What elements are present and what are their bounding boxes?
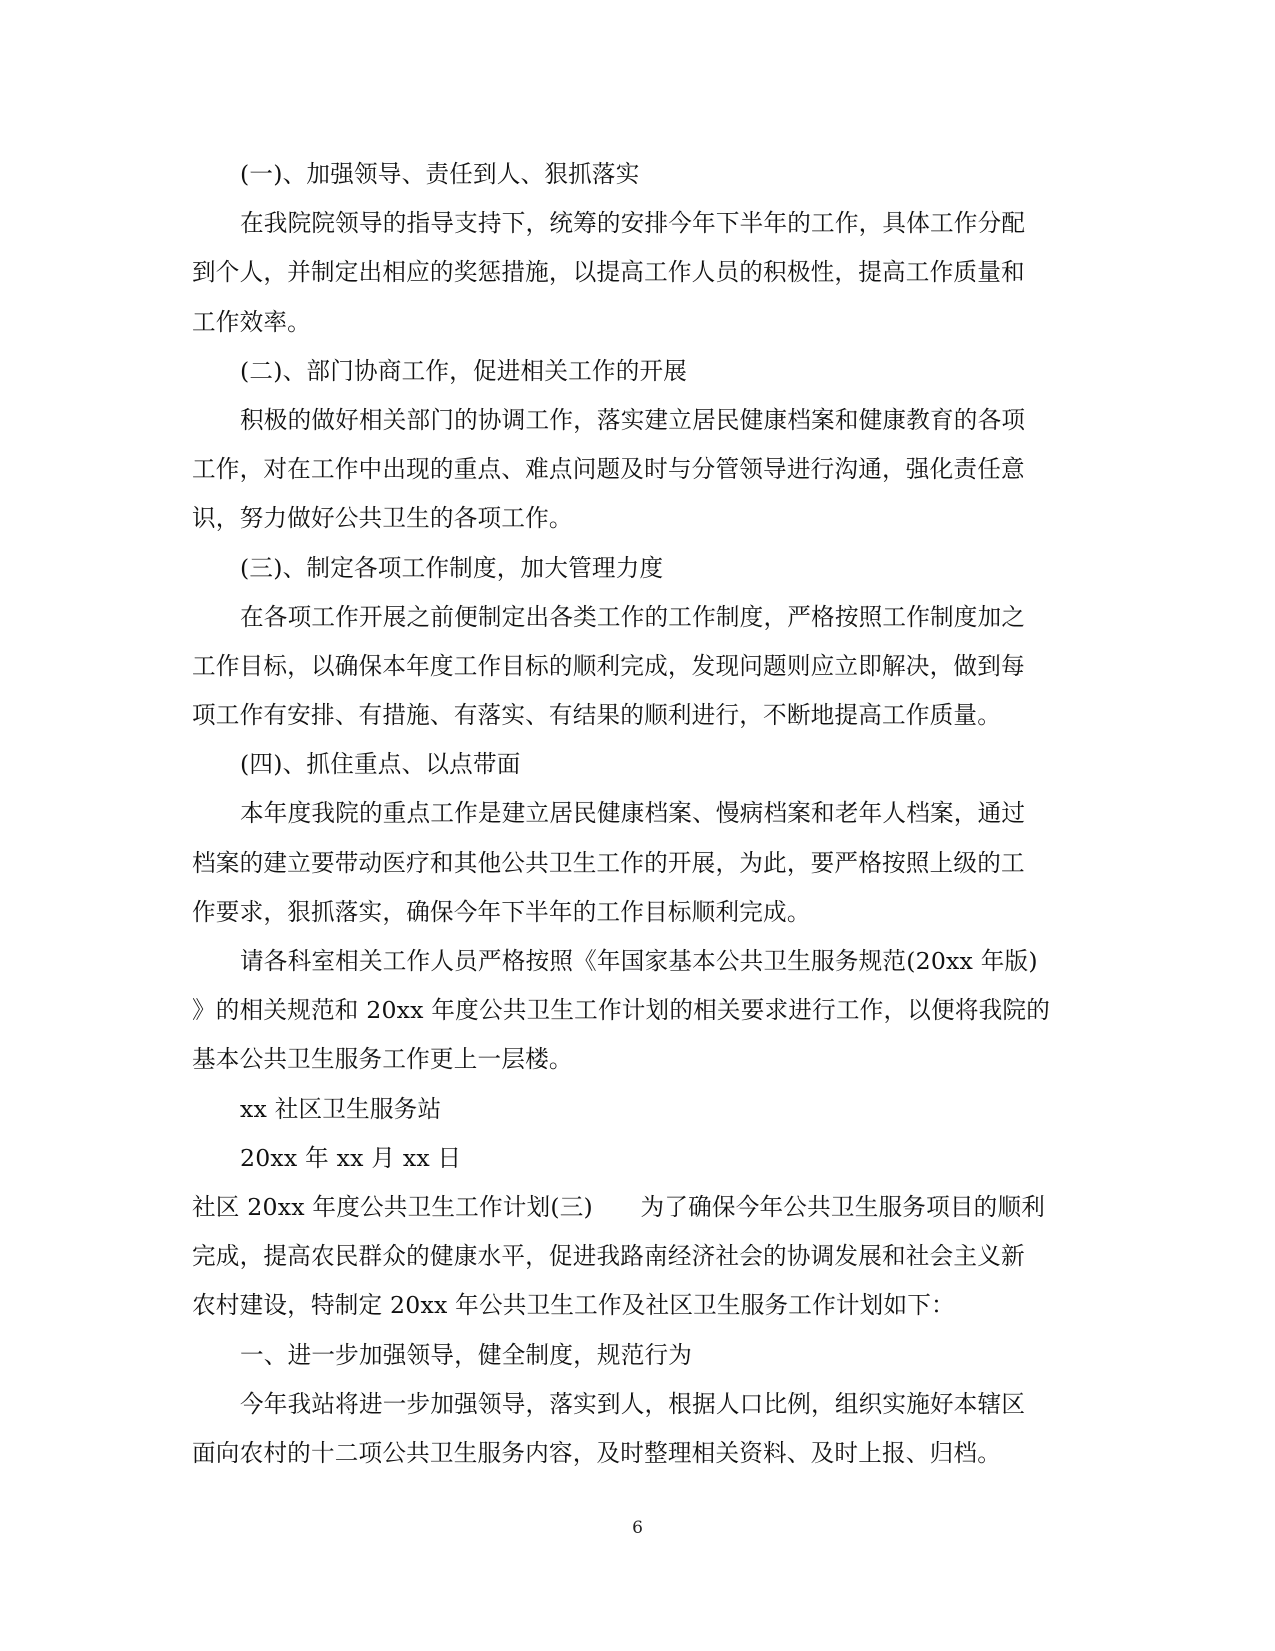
paragraph-line: 》的相关规范和 20xx 年度公共卫生工作计划的相关要求进行工作，以便将我院的 (192, 996, 1051, 1025)
paragraph-line: 完成，提高农民群众的健康水平，促进我路南经济社会的协调发展和社会主义新 (192, 1242, 1025, 1271)
paragraph-line: 积极的做好相关部门的协调工作，落实建立居民健康档案和健康教育的各项 (240, 405, 1026, 434)
paragraph-line: 工作目标，以确保本年度工作目标的顺利完成，发现问题则应立即解决，做到每 (192, 651, 1025, 680)
section-heading-2: (二)、部门协商工作，促进相关工作的开展 (240, 356, 688, 385)
paragraph-line: 项工作有安排、有措施、有落实、有结果的顺利进行，不断地提高工作质量。 (192, 701, 1001, 730)
paragraph-line: 在我院院领导的指导支持下，统筹的安排今年下半年的工作，具体工作分配 (240, 209, 1026, 238)
paragraph-line: 档案的建立要带动医疗和其他公共卫生工作的开展，为此，要严格按照上级的工 (192, 848, 1025, 877)
paragraph-line: 在各项工作开展之前便制定出各类工作的工作制度，严格按照工作制度加之 (240, 602, 1026, 631)
page-number: 6 (632, 1518, 643, 1538)
section-heading-3: (三)、制定各项工作制度，加大管理力度 (240, 553, 664, 582)
section-heading-4: (四)、抓住重点、以点带面 (240, 750, 521, 779)
paragraph-line: 工作效率。 (192, 307, 311, 336)
paragraph-line: 工作，对在工作中出现的重点、难点问题及时与分管领导进行沟通，强化责任意 (192, 455, 1025, 484)
paragraph-line: 面向农村的十二项公共卫生服务内容，及时整理相关资料、及时上报、归档。 (192, 1438, 1001, 1467)
paragraph-line: 本年度我院的重点工作是建立居民健康档案、慢病档案和老年人档案，通过 (240, 799, 1026, 828)
paragraph-line: 作要求，狠抓落实，确保今年下半年的工作目标顺利完成。 (192, 897, 811, 926)
section-title-line: 社区 20xx 年度公共卫生工作计划(三) 为了确保今年公共卫生服务项目的顺利 (192, 1192, 1046, 1221)
paragraph-line: 识，努力做好公共卫生的各项工作。 (192, 504, 573, 533)
document-body (192, 150, 1082, 1478)
section-heading-1: (一)、加强领导、责任到人、狠抓落实 (240, 160, 640, 188)
signature-date: 20xx 年 xx 月 xx 日 (240, 1143, 462, 1172)
paragraph-line: 到个人，并制定出相应的奖惩措施，以提高工作人员的积极性，提高工作质量和 (192, 258, 1025, 287)
paragraph-line: 今年我站将进一步加强领导，落实到人，根据人口比例，组织实施好本辖区 (240, 1389, 1026, 1418)
paragraph-line: 请各科室相关工作人员严格按照《年国家基本公共卫生服务规范(20xx 年版) (240, 947, 1038, 975)
section-heading-5: 一、进一步加强领导，健全制度，规范行为 (240, 1340, 693, 1369)
signature-organization: xx 社区卫生服务站 (240, 1094, 442, 1123)
paragraph-line: 基本公共卫生服务工作更上一层楼。 (192, 1045, 573, 1074)
paragraph-line: 农村建设，特制定 20xx 年公共卫生工作及社区卫生服务工作计划如下： (192, 1291, 955, 1320)
